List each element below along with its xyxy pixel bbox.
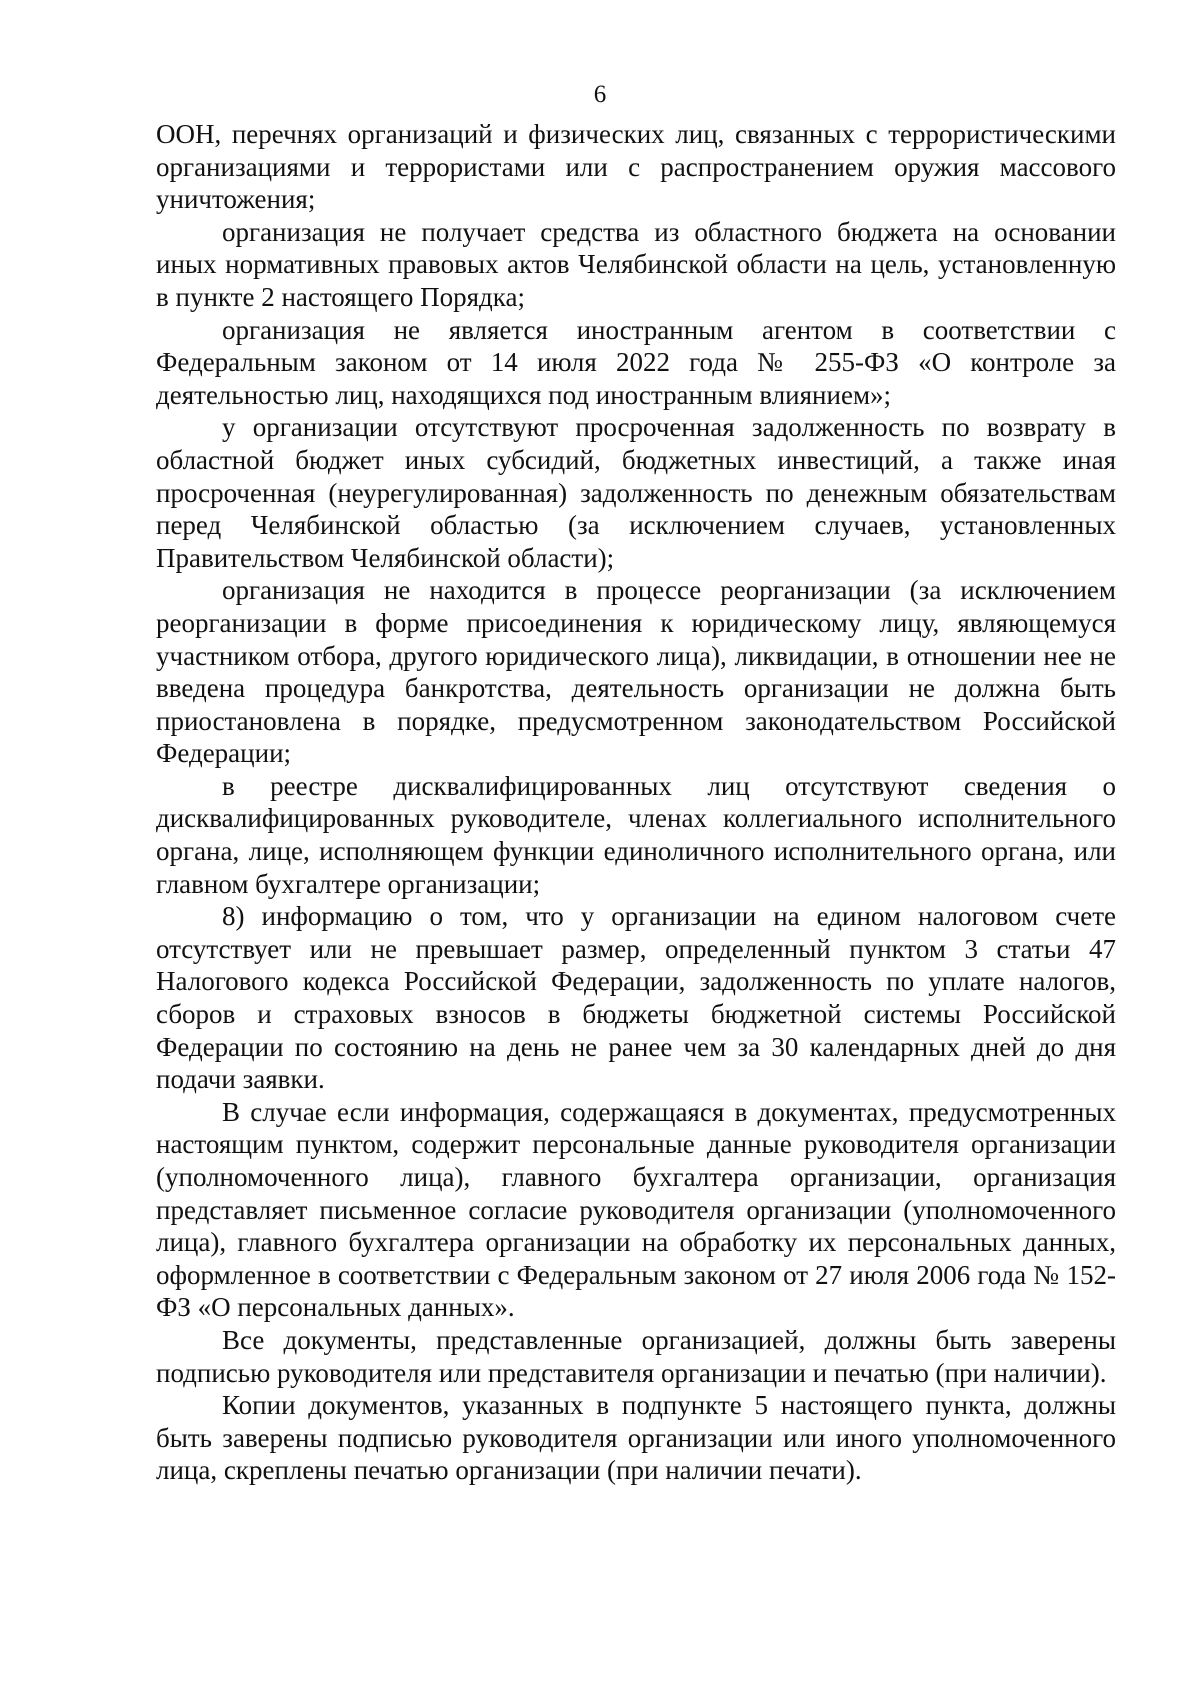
paragraph: организация не получает средства из областного бюджета на основании иных нормативных правовых актов Челябинской области на цель, установленную в пункте 2 настоящего Порядка;: [156, 216, 1116, 312]
paragraph: у организации отсутствуют просроченная задолженность по возврату в областной бюджет иных субсидий, бюджетных инвестиций, а также иная просроченная (неурегулированная) задолженность по денежным обязательствам перед Челябинской областью (за исключением случаев, установленных Правительством Челябинской области);: [156, 412, 1116, 573]
page-number: 6: [593, 81, 607, 108]
paragraph-continuation: ООН, перечнях организаций и физических лиц, связанных с террористическими организациями и террористами или с распространением оружия массового уничтожения;: [156, 119, 1116, 215]
paragraph: организация не находится в процессе реорганизации (за исключением реорганизации в форме присоединения к юридическому лицу, являющемуся участником отбора, другого юридического лица), ликвидации, в отношении нее не введена процедура банкротства, деятельность организации не должна быть приостановлена в порядке, предусмотренном законодательством Российской Федерации;: [156, 575, 1116, 769]
document-body: [156, 118, 1116, 1487]
paragraph: в реестре дисквалифицированных лиц отсутствуют сведения о дисквалифицированных руководителе, членах коллегиального исполнительного органа, лице, исполняющем функции единоличного исполнительного органа, или главном бухгалтере организации;: [156, 770, 1116, 899]
paragraph: организация не является иностранным агентом в соответствии с Федеральным законом от 14 июля 2022 года № 255-ФЗ «О контроле за деятельностью лиц, находящихся под иностранным влиянием»;: [156, 314, 1116, 410]
paragraph: Копии документов, указанных в подпункте 5 настоящего пункта, должны быть заверены подписью руководителя организации или иного уполномоченного лица, скреплены печатью организации (при наличии печати).: [156, 1390, 1116, 1486]
paragraph: В случае если информация, содержащаяся в документах, предусмотренных настоящим пунктом, содержит персональные данные руководителя организации (уполномоченного лица), главного бухгалтера организации, организация представляет письменное согласие руководителя организации (уполномоченного лица), главного бухгалтера организации на обработку их персональных данных, оформленное в соответствии с Федеральным законом от 27 июля 2006 года № 152-ФЗ «О персональных данных».: [156, 1096, 1116, 1323]
paragraph-item-8: 8) информацию о том, что у организации на едином налоговом счете отсутствует или не превышает размер, определенный пунктом 3 статьи 47 Налогового кодекса Российской Федерации, задолженность по уплате налогов, сборов и страховых взносов в бюджеты бюджетной системы Российской Федерации по состоянию на день не ранее чем за 30 календарных дней до дня подачи заявки.: [156, 901, 1116, 1095]
paragraph: Все документы, представленные организацией, должны быть заверены подписью руководителя или представителя организации и печатью (при наличии).: [156, 1324, 1116, 1388]
